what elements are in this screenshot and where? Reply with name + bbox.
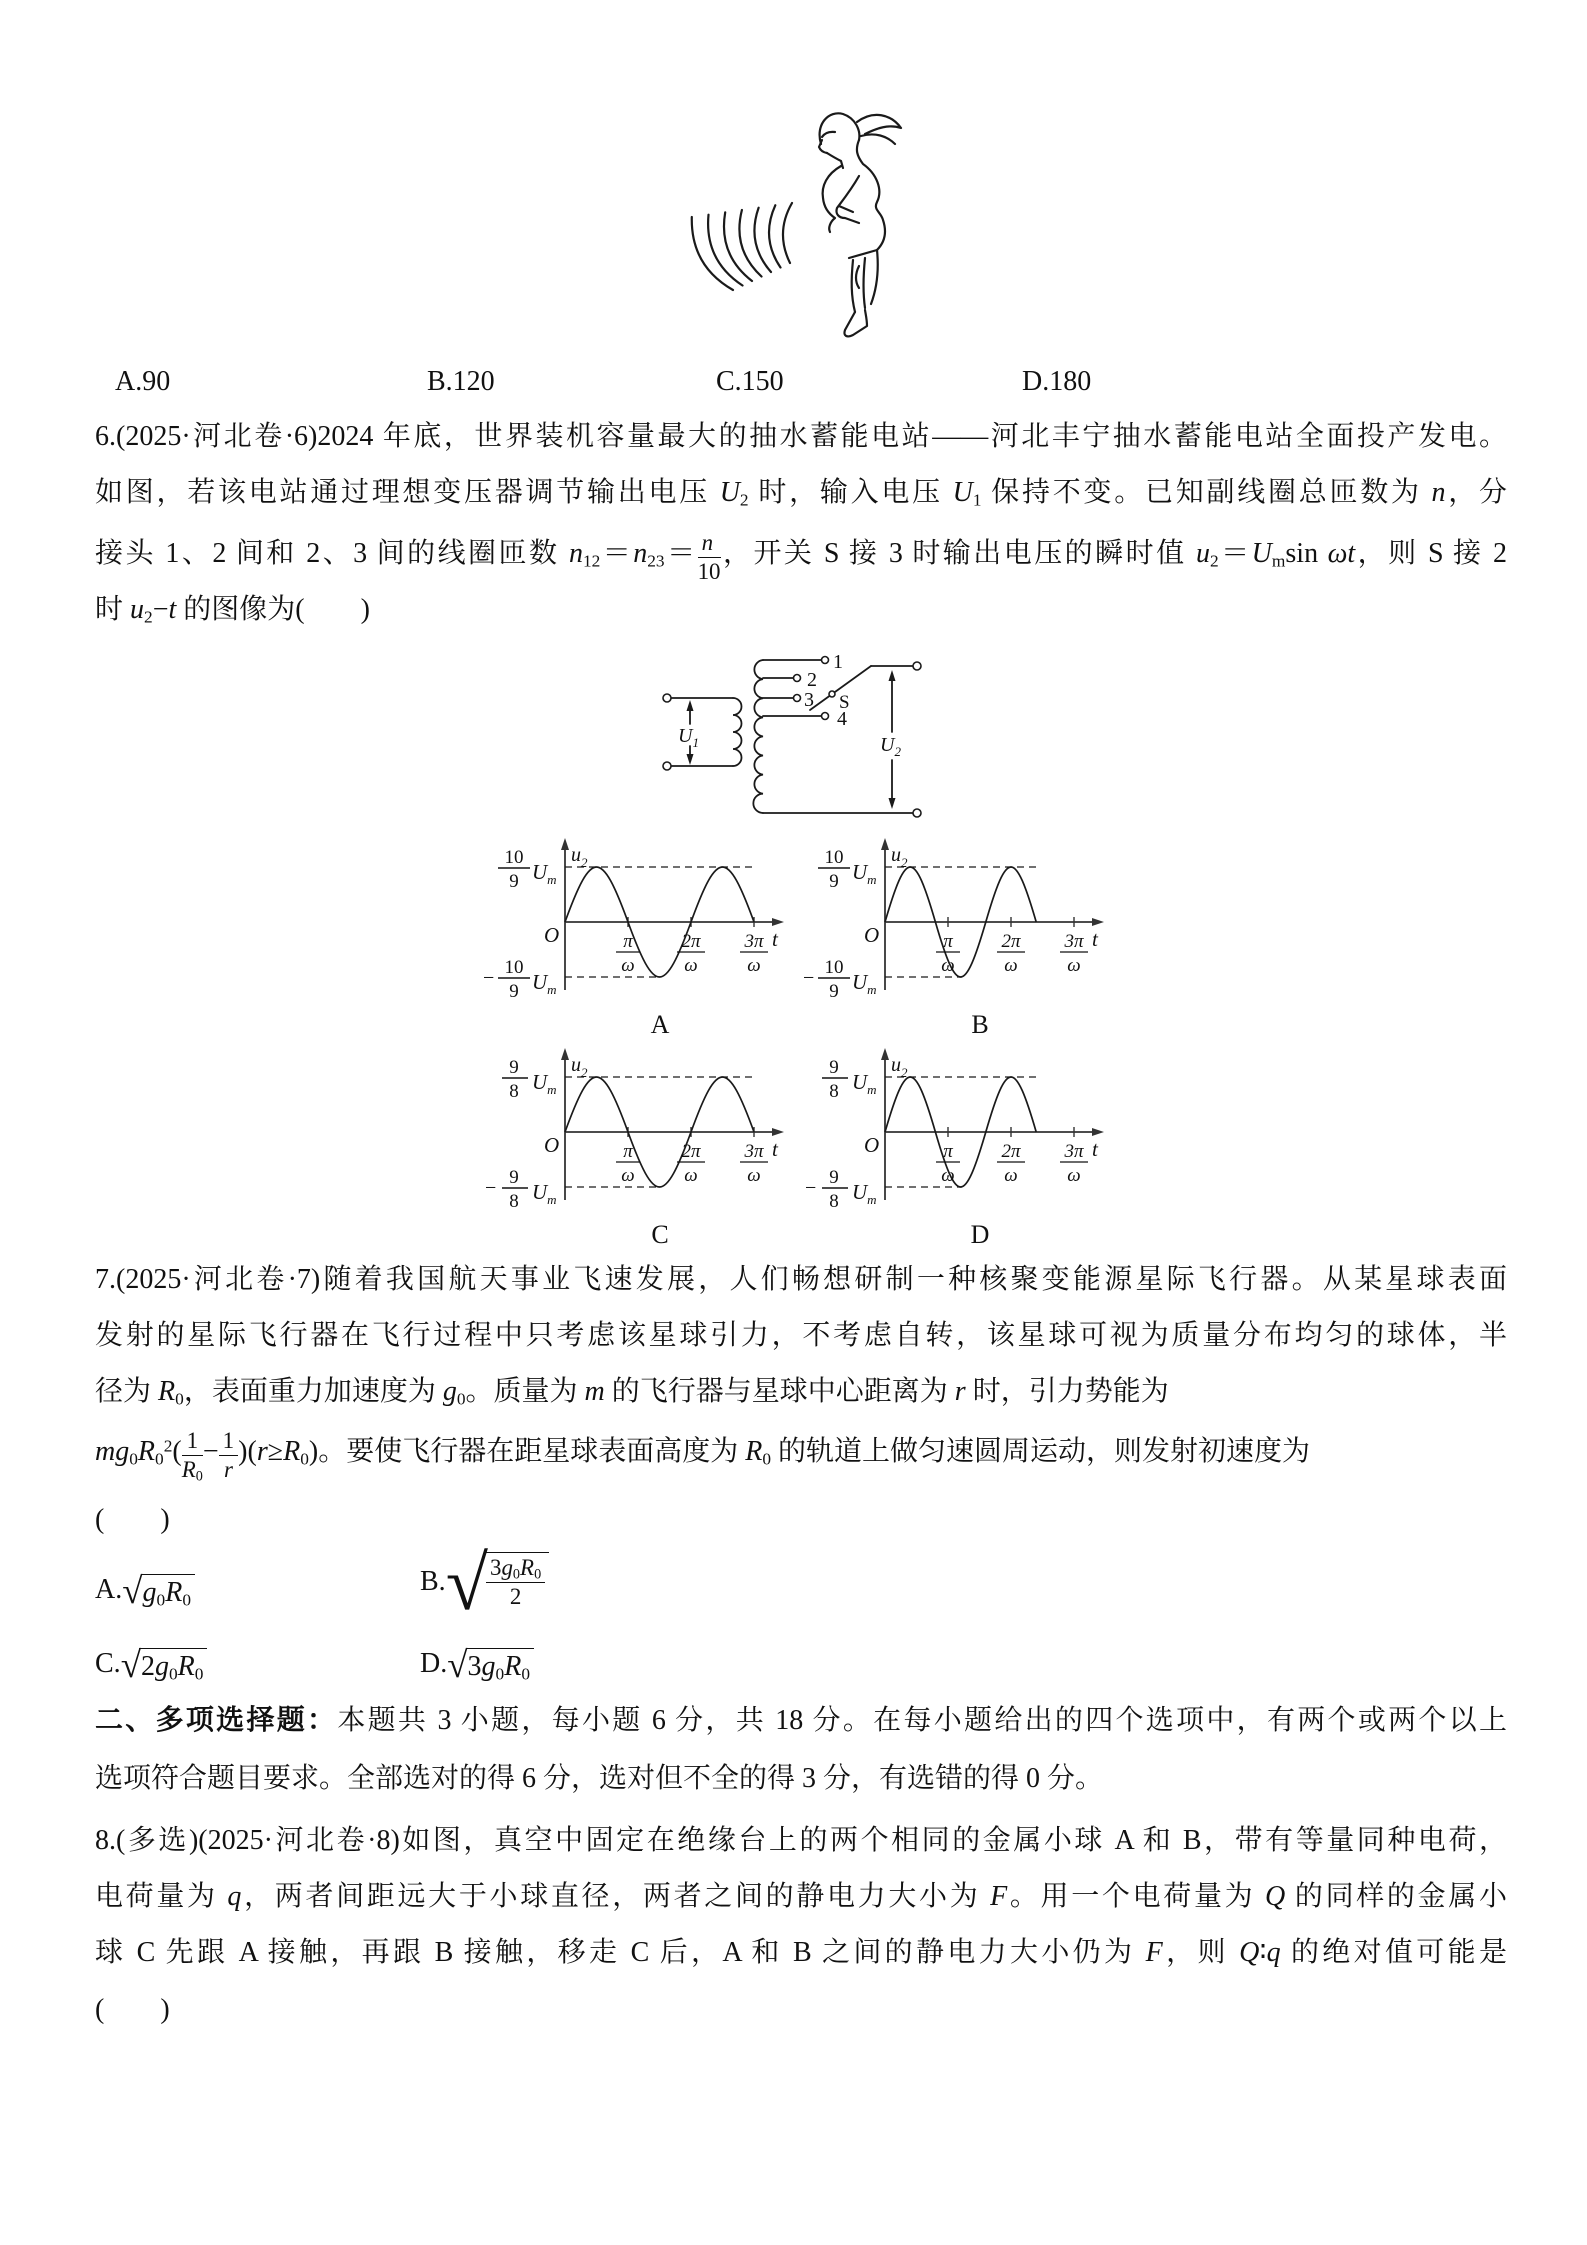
svg-text:ω: ω [1004, 955, 1018, 976]
svg-text:ω: ω [684, 1165, 698, 1186]
svg-text:O: O [544, 1133, 560, 1157]
tap-3-label: 3 [804, 689, 814, 711]
svg-text:ω: ω [684, 955, 698, 976]
section-2-header-line-2: 选项符合题目要求。全部选对的得 6 分，选对但不全的得 3 分，有选错的得 0 分。 [95, 1763, 1104, 1794]
question-8-line-3: 球 C 先跟 A 接触，再跟 B 接触，移走 C 后，A 和 B 之间的静电力大小仍为 F，则 Q∶q 的绝对值可能是 [95, 1937, 1507, 1968]
primary-coil [733, 698, 742, 766]
waveform-graph-a [470, 830, 805, 1038]
svg-text:Um: $U_m$ [852, 1070, 877, 1097]
svg-text:Um: $U_m$ [532, 860, 557, 887]
terminal [663, 762, 671, 770]
question-6-line-3: 接头 1、2 间和 2、3 间的线圈匝数 $n_{12}=n_{23}=$ $\frac{n}{10}$ ，开关 S 接 3 时输出电压的瞬时值 $u_2=U_m\sin$ ωt，则 S 接 2 [95, 530, 1507, 585]
svg-text:9: 9 [509, 1167, 519, 1188]
question-6-line-1: 6.(2025·河北卷·6)2024 年底，世界装机容量最大的抽水蓄能电站——河北丰宁抽水蓄能电站全面投产发电。 [95, 421, 1507, 452]
option-b: B.120 [427, 366, 495, 397]
svg-text:Um: $U_m$ [532, 1070, 557, 1097]
tap-2-contact [794, 675, 801, 682]
tap-3-contact [794, 695, 801, 702]
svg-text:2π: 2π [1001, 1141, 1021, 1162]
question-8-line-2: 电荷量为 q，两者间距远大于小球直径，两者之间的静电力大小为 F。用一个电荷量为 Q 的同样的金属小 [95, 1881, 1507, 1912]
svg-text:π: π [623, 1141, 633, 1162]
girl-sketch [819, 113, 901, 336]
svg-text:10: 10 [504, 957, 524, 978]
svg-text:9: 9 [829, 871, 839, 892]
terminal [913, 809, 921, 817]
u1-label: $U_1$ [678, 725, 699, 750]
svg-text:π: π [943, 931, 953, 952]
tap-4-contact [822, 713, 829, 720]
q7-option-c: C. √ $2g_0R_0$ [95, 1648, 207, 1683]
waveform-graph-d [790, 1040, 1125, 1248]
tap-2-label: 2 [807, 669, 817, 691]
svg-text:9: 9 [829, 1057, 839, 1078]
switch-pivot [829, 691, 835, 697]
svg-text:2π: 2π [1001, 931, 1021, 952]
svg-text:9: 9 [509, 981, 519, 1002]
svg-text:π: π [623, 931, 633, 952]
tap-1-label: 1 [833, 651, 843, 673]
graph-letter: A [650, 1010, 670, 1038]
svg-text:9: 9 [829, 1167, 839, 1188]
svg-text:u2: $u_2$ [891, 1054, 908, 1080]
svg-text:−: − [805, 1177, 817, 1199]
svg-text:3π: 3π [744, 931, 764, 952]
question-7-line-3: 径为 $R_0$，表面重力加速度为 $g_0$。质量为 m 的飞行器与星球中心距离为 r 时，引力势能为 [95, 1376, 1169, 1409]
question-8-answer-blank: ( ) [95, 1994, 170, 2025]
question-7-line-2: 发射的星际飞行器在飞行过程中只考虑该星球引力，不考虑自转，该星球可视为质量分布均匀的球体，半 [95, 1320, 1507, 1351]
svg-text:ω: ω [747, 955, 761, 976]
svg-text:−: − [803, 967, 815, 989]
svg-text:ω: ω [747, 1165, 761, 1186]
question-7-line-1: 7.(2025·河北卷·7)随着我国航天事业飞速发展，人们畅想研制一种核聚变能源星际飞行器。从某星球表面 [95, 1264, 1507, 1295]
terminal [663, 694, 671, 702]
secondary-coil [753, 660, 763, 813]
option-a: A.90 [115, 366, 171, 397]
question-6-line-2: 如图，若该电站通过理想变压器调节输出电压 $U_2$ 时，输入电压 $U_1$ 保持不变。已知副线圈总匝数为 n，分 [95, 477, 1507, 510]
waveform-graph-b [790, 830, 1125, 1038]
tap-4-label: 4 [837, 708, 847, 730]
tap-1-contact [822, 657, 829, 664]
svg-text:−: − [483, 967, 495, 989]
svg-text:Um: $U_m$ [532, 1180, 557, 1207]
svg-text:Um: $U_m$ [852, 860, 877, 887]
switch-label: S [839, 692, 850, 713]
svg-text:O: O [864, 1133, 880, 1157]
svg-text:Um: $U_m$ [532, 970, 557, 997]
sound-wave-arcs [692, 203, 792, 290]
svg-text:3π: 3π [1064, 931, 1084, 952]
svg-text:10: 10 [824, 957, 844, 978]
svg-text:9: 9 [509, 1057, 519, 1078]
svg-text:10: 10 [504, 847, 524, 868]
svg-text:9: 9 [509, 871, 519, 892]
svg-text:t: t [1092, 927, 1098, 951]
svg-text:u2: $u_2$ [891, 844, 908, 870]
q7-option-b: B. √ $\frac{3g_0R_0}{2}$ [420, 1552, 549, 1615]
question-7-formula-line: $mg_0R_0^2$( $\frac{1}{R_0}$ − $\frac{1}{r}$ )$(r\ge R_0)$。要使飞行器在距星球表面高度为 $R_0$ 的轨道上做匀速圆周运动，则发射初速度为 [95, 1428, 1311, 1485]
svg-text:π: π [943, 1141, 953, 1162]
graph-letter: B [971, 1010, 989, 1038]
option-c: C.150 [716, 366, 784, 397]
svg-text:10: 10 [824, 847, 844, 868]
svg-text:ω: ω [1067, 1165, 1081, 1186]
svg-text:ω: ω [1067, 955, 1081, 976]
svg-text:ω: ω [941, 955, 955, 976]
svg-text:u2: $u_2$ [571, 844, 588, 870]
svg-text:u2: $u_2$ [571, 1054, 588, 1080]
graph-letter: C [651, 1220, 669, 1248]
terminal [913, 662, 921, 670]
svg-text:9: 9 [829, 981, 839, 1002]
u2-label: $U_2$ [880, 734, 901, 759]
svg-text:8: 8 [829, 1191, 839, 1212]
svg-text:ω: ω [621, 955, 635, 976]
svg-text:2π: 2π [681, 931, 701, 952]
svg-text:ω: ω [621, 1165, 635, 1186]
svg-text:Um: $U_m$ [852, 970, 877, 997]
svg-text:2π: 2π [681, 1141, 701, 1162]
svg-text:8: 8 [829, 1081, 839, 1102]
svg-text:O: O [864, 923, 880, 947]
question-6-line-4: 时 $u_2-t$ 的图像为( ) [95, 594, 370, 627]
q7-option-a: A. √ $g_0R_0$ [95, 1574, 195, 1609]
option-d: D.180 [1022, 366, 1092, 397]
transformer-circuit-diagram [640, 630, 940, 830]
svg-text:O: O [544, 923, 560, 947]
svg-text:t: t [772, 1137, 778, 1161]
svg-text:−: − [485, 1177, 497, 1199]
svg-text:3π: 3π [744, 1141, 764, 1162]
section-2-header-line-1: 二、多项选择题：本题共 3 小题，每小题 6 分，共 18 分。在每小题给出的四个选项中，有两个或两个以上 [95, 1705, 1507, 1736]
svg-text:3π: 3π [1064, 1141, 1084, 1162]
svg-text:ω: ω [941, 1165, 955, 1186]
svg-text:Um: $U_m$ [852, 1180, 877, 1207]
question-7-answer-blank: ( ) [95, 1504, 170, 1535]
svg-text:8: 8 [509, 1191, 519, 1212]
jumping-girl-sound-waves-figure [615, 60, 925, 360]
svg-text:8: 8 [509, 1081, 519, 1102]
q7-option-d: D. √ $3g_0R_0$ [420, 1648, 534, 1683]
svg-text:ω: ω [1004, 1165, 1018, 1186]
graph-letter: D [970, 1220, 990, 1248]
question-8-line-1: 8.(多选)(2025·河北卷·8)如图，真空中固定在绝缘台上的两个相同的金属小球 A 和 B，带有等量同种电荷， [95, 1825, 1507, 1856]
svg-text:t: t [772, 927, 778, 951]
svg-text:t: t [1092, 1137, 1098, 1161]
waveform-graph-c [470, 1040, 805, 1248]
